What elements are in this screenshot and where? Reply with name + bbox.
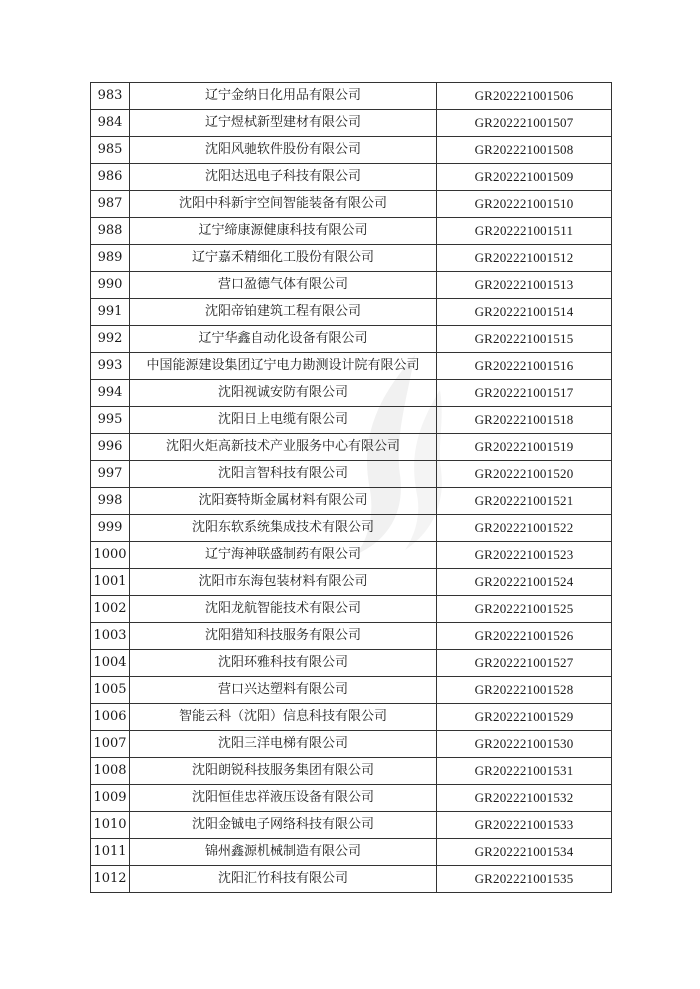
table-row <box>91 83 612 110</box>
row-number: 984 <box>91 110 130 137</box>
company-name: 辽宁华鑫自动化设备有限公司 <box>130 326 437 353</box>
company-name: 辽宁海神联盛制药有限公司 <box>130 542 437 569</box>
company-name: 沈阳言智科技有限公司 <box>130 461 437 488</box>
certificate-number: GR202221001510 <box>437 191 612 218</box>
row-number: 985 <box>91 137 130 164</box>
company-name: 辽宁金纳日化用品有限公司 <box>130 83 437 110</box>
certificate-number: GR202221001513 <box>437 272 612 299</box>
certificate-number: GR202221001532 <box>437 785 612 812</box>
certificate-number: GR202221001508 <box>437 137 612 164</box>
table-row <box>91 407 612 434</box>
table-row <box>91 218 612 245</box>
table-row <box>91 839 612 866</box>
company-name: 沈阳日上电缆有限公司 <box>130 407 437 434</box>
company-name: 沈阳恒佳忠祥液压设备有限公司 <box>130 785 437 812</box>
row-number: 1006 <box>91 704 130 731</box>
table-row <box>91 731 612 758</box>
company-name: 沈阳火炬高新技术产业服务中心有限公司 <box>130 434 437 461</box>
table-row <box>91 164 612 191</box>
certificate-number: GR202221001527 <box>437 650 612 677</box>
row-number: 991 <box>91 299 130 326</box>
company-name: 沈阳龙航智能技术有限公司 <box>130 596 437 623</box>
certificate-number: GR202221001530 <box>437 731 612 758</box>
company-name: 沈阳视诚安防有限公司 <box>130 380 437 407</box>
row-number: 1003 <box>91 623 130 650</box>
table-row <box>91 515 612 542</box>
certificate-number: GR202221001515 <box>437 326 612 353</box>
row-number: 996 <box>91 434 130 461</box>
certificate-number: GR202221001524 <box>437 569 612 596</box>
row-number: 1009 <box>91 785 130 812</box>
certificate-number: GR202221001531 <box>437 758 612 785</box>
table-row <box>91 380 612 407</box>
company-name: 沈阳金铖电子网络科技有限公司 <box>130 812 437 839</box>
company-name: 沈阳赛特斯金属材料有限公司 <box>130 488 437 515</box>
company-name: 锦州鑫源机械制造有限公司 <box>130 839 437 866</box>
company-name: 辽宁嘉禾精细化工股份有限公司 <box>130 245 437 272</box>
company-name: 智能云科（沈阳）信息科技有限公司 <box>130 704 437 731</box>
company-name: 沈阳猎知科技服务有限公司 <box>130 623 437 650</box>
company-name: 沈阳中科新宇空间智能装备有限公司 <box>130 191 437 218</box>
row-number: 993 <box>91 353 130 380</box>
table-row <box>91 299 612 326</box>
row-number: 995 <box>91 407 130 434</box>
company-name: 沈阳东软系统集成技术有限公司 <box>130 515 437 542</box>
table-row <box>91 110 612 137</box>
row-number: 1004 <box>91 650 130 677</box>
company-name: 沈阳帝铂建筑工程有限公司 <box>130 299 437 326</box>
row-number: 987 <box>91 191 130 218</box>
row-number: 1001 <box>91 569 130 596</box>
table-row <box>91 596 612 623</box>
certificate-number: GR202221001521 <box>437 488 612 515</box>
table-row <box>91 569 612 596</box>
row-number: 994 <box>91 380 130 407</box>
row-number: 1002 <box>91 596 130 623</box>
table-row <box>91 542 612 569</box>
company-name: 营口盈德气体有限公司 <box>130 272 437 299</box>
certificate-number: GR202221001522 <box>437 515 612 542</box>
table-row <box>91 812 612 839</box>
row-number: 1000 <box>91 542 130 569</box>
certificate-number: GR202221001534 <box>437 839 612 866</box>
certificate-number: GR202221001511 <box>437 218 612 245</box>
certificate-number: GR202221001520 <box>437 461 612 488</box>
company-name: 沈阳市东海包装材料有限公司 <box>130 569 437 596</box>
company-name: 沈阳环雅科技有限公司 <box>130 650 437 677</box>
row-number: 1007 <box>91 731 130 758</box>
company-name: 沈阳达迅电子科技有限公司 <box>130 164 437 191</box>
row-number: 992 <box>91 326 130 353</box>
table-row <box>91 353 612 380</box>
row-number: 1005 <box>91 677 130 704</box>
enterprise-registry-table <box>90 82 612 893</box>
row-number: 999 <box>91 515 130 542</box>
company-name: 沈阳风驰软件股份有限公司 <box>130 137 437 164</box>
row-number: 1012 <box>91 866 130 893</box>
certificate-number: GR202221001516 <box>437 353 612 380</box>
row-number: 1008 <box>91 758 130 785</box>
table-row <box>91 866 612 893</box>
row-number: 1011 <box>91 839 130 866</box>
table-row <box>91 461 612 488</box>
company-name: 沈阳三洋电梯有限公司 <box>130 731 437 758</box>
certificate-number: GR202221001514 <box>437 299 612 326</box>
row-number: 998 <box>91 488 130 515</box>
certificate-number: GR202221001512 <box>437 245 612 272</box>
certificate-number: GR202221001525 <box>437 596 612 623</box>
table-row <box>91 434 612 461</box>
certificate-number: GR202221001528 <box>437 677 612 704</box>
table-row <box>91 326 612 353</box>
table-row <box>91 191 612 218</box>
certificate-number: GR202221001506 <box>437 83 612 110</box>
table-row <box>91 272 612 299</box>
table-row <box>91 650 612 677</box>
certificate-number: GR202221001535 <box>437 866 612 893</box>
company-name: 辽宁缔康源健康科技有限公司 <box>130 218 437 245</box>
certificate-number: GR202221001507 <box>437 110 612 137</box>
table-row <box>91 677 612 704</box>
company-name: 中国能源建设集团辽宁电力勘测设计院有限公司 <box>130 353 437 380</box>
certificate-number: GR202221001526 <box>437 623 612 650</box>
company-name: 沈阳汇竹科技有限公司 <box>130 866 437 893</box>
row-number: 990 <box>91 272 130 299</box>
certificate-number: GR202221001519 <box>437 434 612 461</box>
certificate-number: GR202221001518 <box>437 407 612 434</box>
company-name: 辽宁煜栻新型建材有限公司 <box>130 110 437 137</box>
table-row <box>91 137 612 164</box>
company-name: 营口兴达塑料有限公司 <box>130 677 437 704</box>
row-number: 997 <box>91 461 130 488</box>
table-row <box>91 488 612 515</box>
company-name: 沈阳朗锐科技服务集团有限公司 <box>130 758 437 785</box>
certificate-number: GR202221001533 <box>437 812 612 839</box>
certificate-number: GR202221001523 <box>437 542 612 569</box>
table-row <box>91 623 612 650</box>
row-number: 1010 <box>91 812 130 839</box>
certificate-number: GR202221001529 <box>437 704 612 731</box>
table-row <box>91 785 612 812</box>
row-number: 983 <box>91 83 130 110</box>
row-number: 988 <box>91 218 130 245</box>
table-row <box>91 704 612 731</box>
row-number: 989 <box>91 245 130 272</box>
certificate-number: GR202221001517 <box>437 380 612 407</box>
table-row <box>91 758 612 785</box>
row-number: 986 <box>91 164 130 191</box>
table-row <box>91 245 612 272</box>
certificate-number: GR202221001509 <box>437 164 612 191</box>
